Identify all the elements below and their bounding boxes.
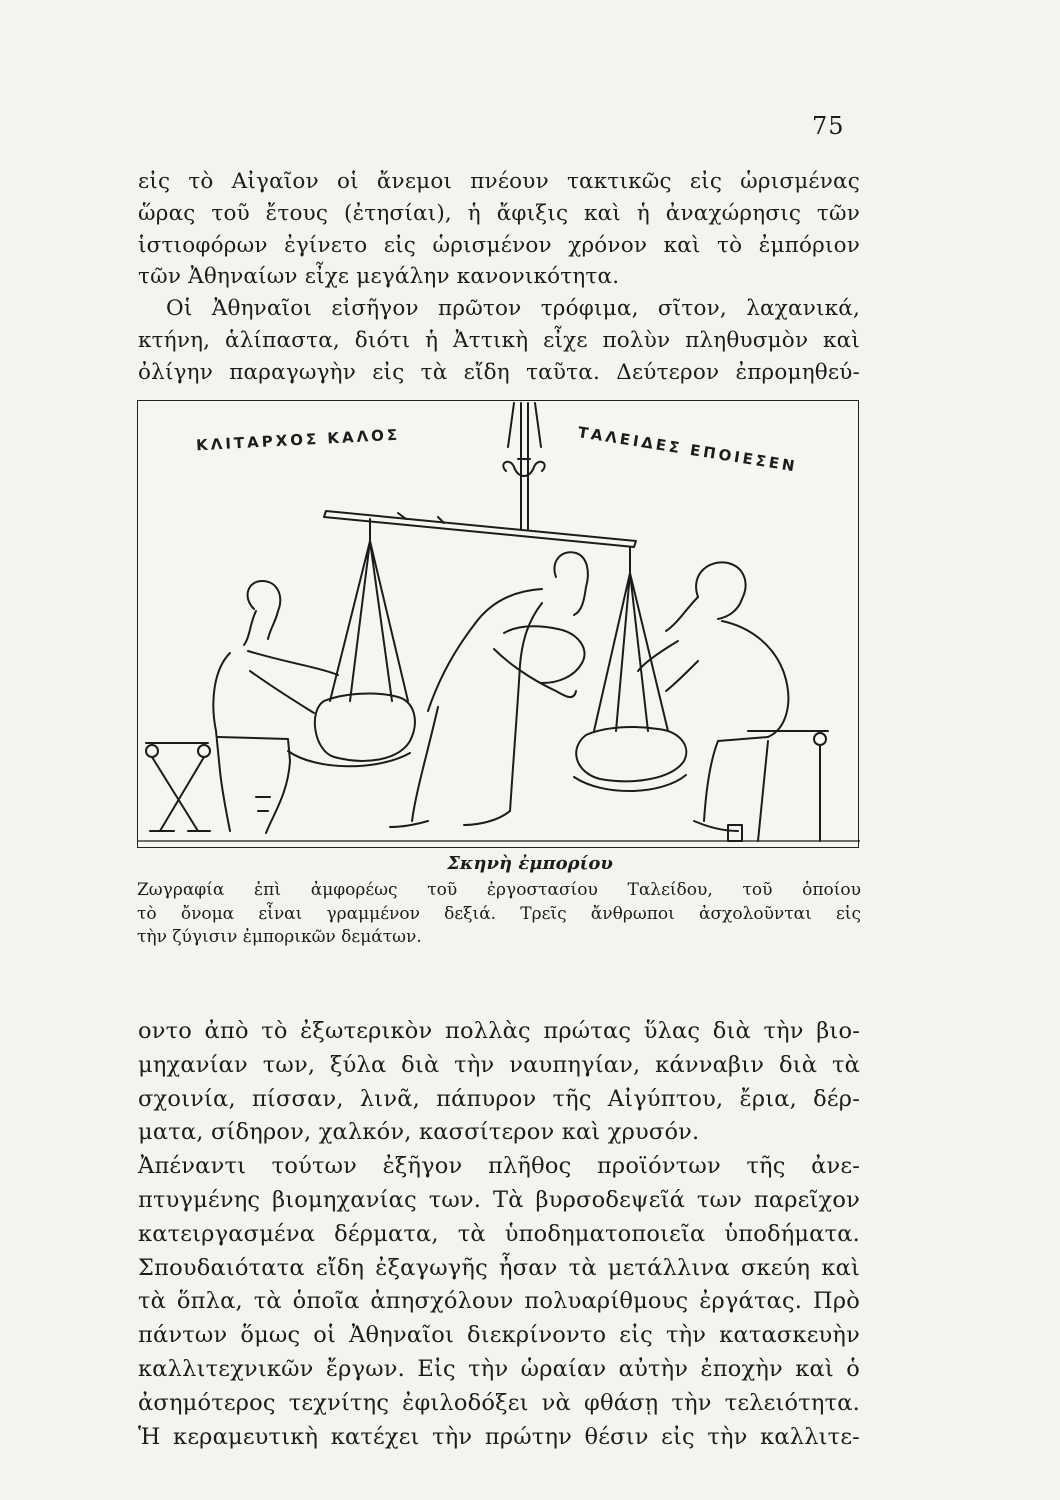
right-scale-pan [574,547,686,791]
left-scale-pan [288,519,415,766]
top-paragraph [138,166,860,389]
text-line: σχοινία, πίσσαν, λινᾶ, πάπυρον τῆς Αἰγύπτου, ἔρια, δέρ- [138,1085,860,1112]
text-line: καλλιτεχνικῶν ἔργων. Εἰς τὴν ὡραίαν αὐτὴν ἐποχὴν καὶ ὁ [138,1355,860,1382]
text-line: Ἡ κεραμευτικὴ κατέχει τὴν πρώτην θέσιν εἰς τὴν καλλιτε- [138,1423,860,1450]
inscription-left: ΚΛΙΤΑΡΧΟΣ ΚΑΛΟΣ [195,425,401,455]
caption-line: τὸ ὄνομα εἶναι γραμμένον δεξιά. Τρεῖς ἄνθρωποι ἀσχολοῦνται εἰς [137,903,861,924]
figure-caption [137,879,861,950]
text-line: κατειργασμένα δέρματα, τὰ ὑποδηματοποιεῖα ὑποδήματα. [138,1220,860,1247]
text-line: Οἱ Ἀθηναῖοι εἰσῆγον πρῶτον τρόφιμα, σῖτον, λαχανικά, [166,296,860,322]
caption-line: Ζωγραφία ἐπὶ ἀμφορέως τοῦ ἐργοστασίου Ταλείδου, τοῦ ὁποίου [137,880,861,900]
text-line: ὥρας τοῦ ἔτους (ἐτησίαι), ἡ ἄφιξις καὶ ἡ ἀναχώρησις τῶν [138,200,860,226]
middle-standing-figure [390,552,588,827]
text-line: τὰ ὅπλα, τὰ ὁποῖα ἀπησχόλουν πολυαρίθμους ἐργάτας. Πρὸ [138,1288,860,1315]
text-line: ἱστιοφόρων ἐγίνετο εἰς ὡρισμένον χρόνον καὶ τὸ ἐμπόριον [138,232,860,258]
vase-scene-drawing [138,401,860,849]
inscription-right: ΤΑΛΕΙΔΕΣ ΕΠΟΙΕΣΕΝ [576,423,799,476]
caption-line: τὴν ζύγισιν ἐμπορικῶν δεμάτων. [137,927,422,947]
text-line: μηχανίαν των, ξύλα διὰ τὴν ναυπηγίαν, κάνναβιν διὰ τὰ [138,1051,860,1078]
vase-painting-figure [137,400,859,848]
text-line: πτυγμένης βιομηχανίας των. Τὰ βυρσοδεψεῖά των παρεῖχον [138,1186,860,1213]
text-line: ὀλίγην παραγωγὴν εἰς τὰ εἴδη ταῦτα. Δεύτερον ἐπρομηθεύ- [138,359,860,385]
right-stool [748,731,828,841]
text-line: οντο ἀπὸ τὸ ἐξωτερικὸν πολλὰς πρώτας ὕλας διὰ τὴν βιο- [138,1018,860,1044]
text-line: εἰς τὸ Αἰγαῖον οἱ ἄνεμοι πνέουν τακτικῶς εἰς ὡρισμένας [138,169,860,194]
page-number: 75 [812,112,845,140]
text-line: τῶν Ἀθηναίων εἶχε μεγάλην κανονικότητα. [138,264,620,290]
left-stool [146,743,210,831]
text-line: ἀσημότερος τεχνίτης ἐφιλοδόξει νὰ φθάσῃ τὴν τελειότητα. [138,1389,860,1416]
text-line: πάντων ὅμως οἱ Ἀθηναῖοι διεκρίνοντο εἰς τὴν κατασκευὴν [138,1322,860,1349]
caption-title: Σκηνὴ ἐμπορίου [447,853,613,874]
text-line: ματα, σίδηρον, χαλκόν, κασσίτερον καὶ χρυσόν. [138,1119,700,1146]
bottom-paragraph [138,1015,860,1454]
text-line: κτήνη, ἁλίπαστα, διότι ἡ Ἀττικὴ εἶχε πολὺν πληθυσμὸν καὶ [138,327,860,353]
scale-post [503,403,544,529]
text-line: Ἀπέναντι τούτων ἐξῆγον πλῆθος προϊόντων τῆς ἀνε- [138,1153,860,1180]
text-line: Σπουδαιότατα εἴδη ἐξαγωγῆς ἦσαν τὰ μετάλλινα σκεύη καὶ [138,1254,860,1281]
